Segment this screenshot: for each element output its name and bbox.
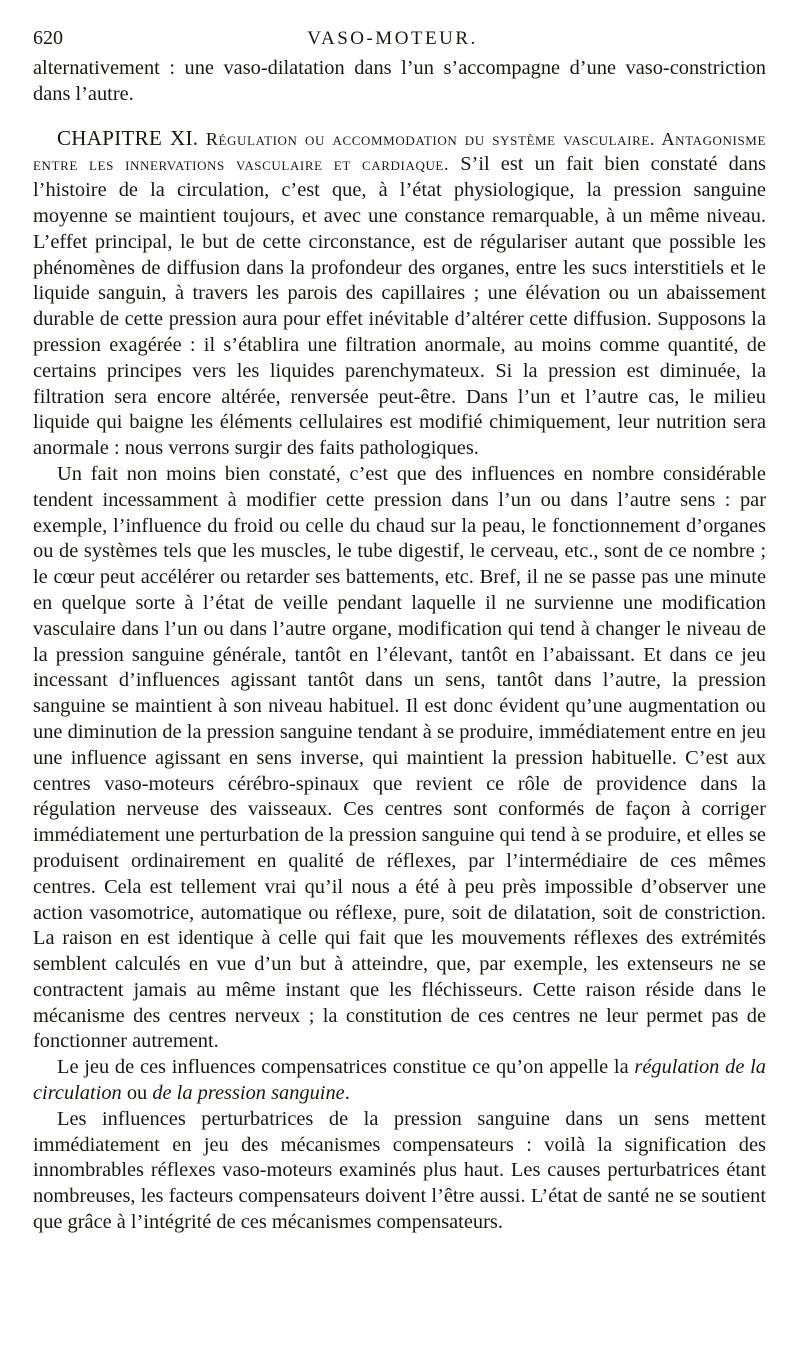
chapter-text: S’il est un fait bien constaté dans l’histoire de la circulation, c’est que, à l’état physiologique, la pression sanguine moyenne se maintient toujours, et avec une constance remarquable, à un même niveau. L’effet principal, le but de cette circonstance, est de régulariser autant que possible les phénomènes de diffusion dans la profondeur des organes, entre les sucs interstitiels et le liquide sanguin, à travers les parois des capillaires ; une élévation ou un abaissement durable de cette pression aura pour effet inévitable d’altérer cette diffusion. Supposons la pression exagérée : il s’établira une filtration anormale, au moins comme quantité, de certains principes vers les liquides parenchymateux. Si la pression est diminuée, la filtration sera encore altérée, renversée peut-être. Dans l’un et l’autre cas, le milieu liquide qui baigne les éléments cellulaires est modifié chimiquement, leur nutrition sera anormale : nous verrons surgir des faits pathologiques. xyxy=(33,153,766,460)
paragraph-3-after: . xyxy=(344,1082,350,1105)
chapter-paragraph xyxy=(33,126,766,462)
page-text-block xyxy=(33,26,766,1236)
paragraph-3-middle: ou xyxy=(121,1082,153,1105)
paragraph-3-italic-2: de la pression sanguine xyxy=(152,1082,345,1105)
chapter-label: CHAPITRE XI. xyxy=(57,125,199,150)
continued-paragraph: alternativement : une vaso-dilatation dans l’un s’accompagne d’une vaso-constriction dans l’autre. xyxy=(33,57,766,105)
page-number: 620 xyxy=(33,27,63,49)
paragraph-4: Les influences perturbatrices de la pression sanguine dans un sens mettent immédiatement en jeu des mécanismes compensateurs : voilà la signification des innombrables réflexes vaso-moteurs examinés plus haut. Les causes perturbatrices étant nombreuses, les facteurs compensateurs doivent l’être aussi. L’état de santé ne se soutient que grâce à l’intégrité de ces mécanismes compensateurs. xyxy=(33,1107,766,1234)
paragraph-3-before: Le jeu de ces influences compensatrices constitue ce qu’on appelle la xyxy=(57,1056,635,1079)
paragraph-2: Un fait non moins bien constaté, c’est que des influences en nombre considérable tendent incessamment à modifier cette pression dans l’un ou dans l’autre sens : par exemple, l’influence du froid ou celle du chaud sur la peau, le fonctionnement d’organes ou de systèmes tels que les muscles, le tube digestif, le cerveau, etc., sont de ce nombre ; le cœur peut accélérer ou retarder ses battements, etc. Bref, il ne se passe pas une minute en quelque sorte à l’état de veille pendant laquelle il ne survienne une modification vasculaire dans l’un ou dans l’autre organe, modification qui tend à changer le niveau de la pression sanguine générale, tantôt en l’élevant, tantôt en l’abaissant. Et dans ce jeu incessant d’influences agissant tantôt dans un sens, tantôt dans l’autre, la pression sanguine se maintient à son niveau habituel. Il est donc évident qu’une augmentation ou une diminution de la pression sanguine tendant à se produire, immédiatement entre en jeu une influence agissant en sens inverse, qui maintient la pression habituelle. C’est aux centres vaso-moteurs cérébro-spinaux que revient ce rôle de providence dans la régulation nerveuse des vaisseaux. Ces centres sont conformés de façon à corriger immédiatement une perturbation de la pression sanguine qui tend à se produire, et elles se produisent ordinairement en qualité de réflexes, par l’intermédiaire de ces mêmes centres. Cela est tellement vrai qu’il nous a été à peu près impossible d’observer une action vasomotrice, automatique ou réflexe, pure, soit de dilatation, soit de constriction. La raison en est identique à celle qui fait que les mouvements réflexes des extrémités semblent calculés en vue d’un but à atteindre, que, par exemple, les extenseurs ne se contractent jamais au même instant que les fléchisseurs. Cette raison réside dans le mécanisme des centres nerveux ; la constitution de ces centres ne leur permet pas de fonctionner autrement. xyxy=(33,462,766,1053)
chapter-heading: Régulation ou accommodation du système vasculaire. Antagonisme entre les innervations vasculaire et cardiaque. xyxy=(33,128,766,175)
paragraph-3 xyxy=(33,1055,766,1107)
running-header xyxy=(33,26,766,56)
running-title: VASO-MOTEUR. xyxy=(307,28,478,49)
paragraph-3-italic-1: régulation de la circulation xyxy=(33,1056,766,1105)
